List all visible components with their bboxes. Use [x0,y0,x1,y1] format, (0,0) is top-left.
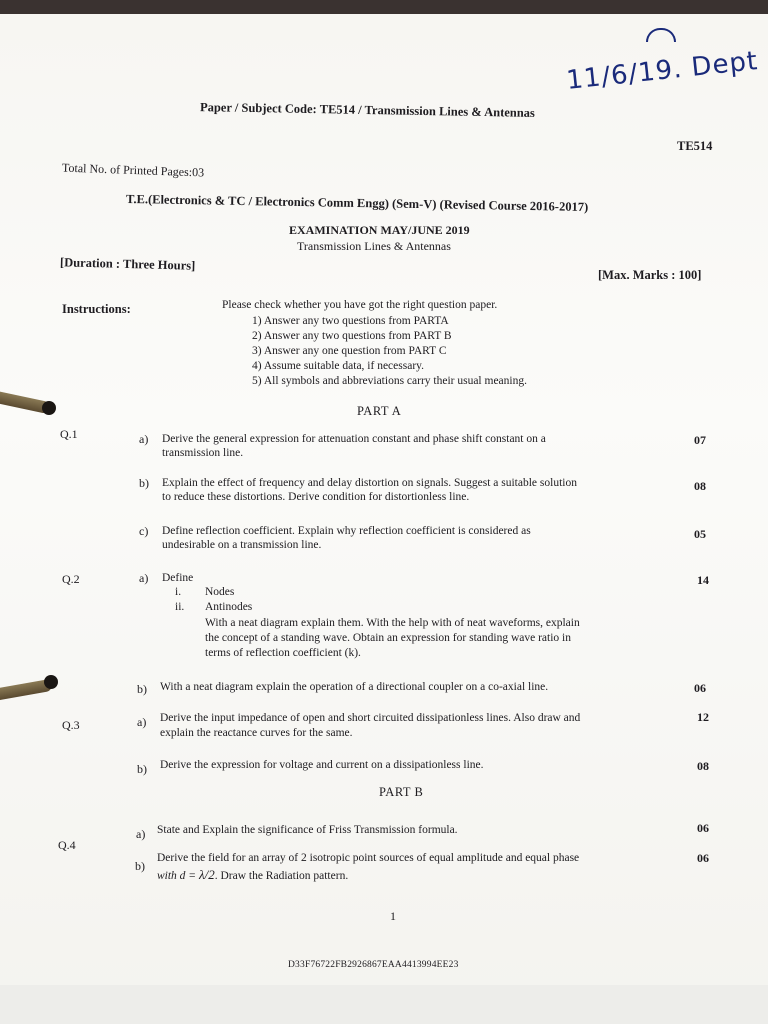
marks: 06 [694,681,706,695]
max-marks: [Max. Marks : 100] [598,268,702,282]
sub-question-label: b) [139,476,149,490]
subject-title: Transmission Lines & Antennas [297,239,451,253]
document-hash: D33F76722FB2926867EAA4413994EE23 [288,960,459,970]
question-text: to reduce these distortions. Derive condition for distortionless line. [162,491,470,503]
question-number: Q.4 [58,838,76,852]
sub-question-label: a) [137,715,147,729]
part-a-heading: PART A [357,404,402,418]
marks: 14 [697,573,709,587]
question-text: the concept of a standing wave. Obtain an expression for standing wave ratio in [205,632,571,644]
part-b-heading: PART B [379,785,424,799]
sub-question-label: a) [139,432,149,446]
formula-prefix: with d = [157,870,199,882]
question-text: Explain the effect of frequency and delay distortion on signals. Suggest a suitable solution [162,477,577,489]
marks: 05 [694,527,706,541]
printed-pages: Total No. of Printed Pages:03 [61,160,205,180]
duration: [Duration : Three Hours] [59,255,196,273]
question-text: Derive the expression for voltage and current on a dissipationless line. [160,759,484,771]
page-bottom-edge [0,985,768,1024]
page-number: 1 [390,909,396,923]
paper-code-right: TE514 [677,139,713,153]
sub-question-label: b) [135,859,145,873]
marks: 12 [697,710,709,724]
instructions-label: Instructions: [62,302,131,316]
list-marker: i. [175,586,182,598]
marks: 06 [697,851,709,865]
question-text: With a neat diagram explain them. With the help with of neat waveforms, explain [205,617,580,629]
list-text: Nodes [205,586,235,598]
question-number: Q.3 [62,718,80,732]
instruction-item: 1) Answer any two questions from PARTA [252,315,449,327]
question-text: explain the reactance curves for the same. [160,727,353,739]
binder-ring-bottom-end [44,675,58,689]
marks: 08 [697,759,709,773]
sub-question-label: a) [139,571,149,585]
subject-code-line: Paper / Subject Code: TE514 / Transmission Lines & Antennas [199,100,535,120]
sub-question-label: b) [137,682,147,696]
question-text: Derive the input impedance of open and short circuited dissipationless lines. Also draw and [160,712,581,724]
instruction-item: 4) Assume suitable data, if necessary. [252,360,425,372]
sub-question-label: c) [139,524,149,538]
list-text: Antinodes [205,601,253,613]
question-text: transmission line. [162,447,244,459]
question-text: Define [162,572,194,584]
instruction-item: 2) Answer any two questions from PART B [252,330,452,342]
instructions-intro: Please check whether you have got the right question paper. [222,299,498,311]
question-text: undesirable on a transmission line. [162,539,322,551]
handwritten-date-note: 11/6/19. Dept [564,46,760,96]
sub-question-label: b) [137,762,147,776]
list-marker: ii. [175,601,185,613]
question-number: Q.2 [62,572,80,586]
question-number: Q.1 [60,427,78,441]
course-line: T.E.(Electronics & TC / Electronics Comm Engg) (Sem-V) (Revised Course 2016-2017) [125,191,589,215]
formula-suffix: . Draw the Radiation pattern. [214,870,349,882]
instruction-item: 5) All symbols and abbreviations carry their usual meaning. [252,375,527,387]
marks: 07 [694,433,706,447]
question-text: Derive the field for an array of 2 isotropic point sources of equal amplitude and equal phase [157,852,580,864]
question-text: Derive the general expression for attenuation constant and phase shift constant on a [162,433,546,445]
marks: 08 [694,479,706,493]
question-text: With a neat diagram explain the operation of a directional coupler on a co-axial line. [160,681,549,693]
marks: 06 [697,821,709,835]
binder-ring-top-end [42,401,56,415]
question-text-formula-line [157,868,348,883]
exam-line: EXAMINATION MAY/JUNE 2019 [289,223,470,237]
question-text: Define reflection coefficient. Explain why reflection coefficient is considered as [162,525,531,537]
sub-question-label: a) [136,827,146,841]
question-text: terms of reflection coefficient (k). [205,647,361,659]
question-text: State and Explain the significance of Friss Transmission formula. [157,824,458,836]
instruction-item: 3) Answer any one question from PART C [252,345,447,357]
formula-lambda-over-2: λ/2 [198,867,215,882]
